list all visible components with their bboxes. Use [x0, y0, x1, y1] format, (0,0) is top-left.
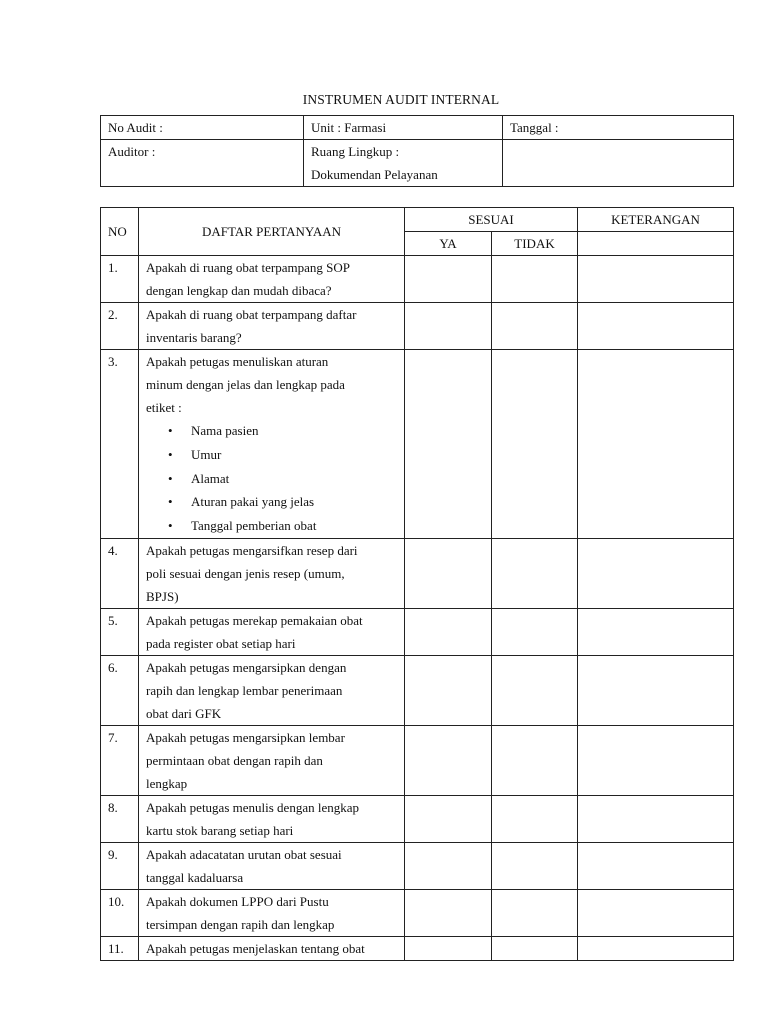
question-line: Apakah petugas mengarsipkan lembar: [146, 729, 345, 745]
table-row: [101, 256, 734, 303]
tidak-cell[interactable]: [492, 889, 578, 936]
question-line: rapih dan lengkap lembar penerimaan: [146, 682, 343, 698]
etiket-item: • Tanggal pemberian obat: [146, 514, 404, 538]
question-text: [139, 350, 405, 539]
ya-cell[interactable]: [405, 350, 492, 539]
tidak-cell[interactable]: [492, 936, 578, 960]
col-header-no: NO: [101, 208, 139, 256]
question-line: Apakah adacatatan urutan obat sesuai: [146, 846, 342, 862]
keterangan-cell[interactable]: [578, 303, 734, 350]
ya-cell[interactable]: [405, 608, 492, 655]
question-text: [139, 608, 405, 655]
question-line: Apakah dokumen LPPO dari Pustu: [146, 893, 329, 909]
tidak-cell[interactable]: [492, 538, 578, 608]
keterangan-cell[interactable]: [578, 795, 734, 842]
question-line: Apakah petugas menjelaskan tentang obat: [146, 940, 365, 956]
question-line: Apakah di ruang obat terpampang daftar: [146, 307, 357, 322]
table-row: [101, 350, 734, 539]
tanggal-field[interactable]: Tanggal :: [503, 116, 734, 140]
tidak-cell[interactable]: [492, 725, 578, 795]
question-line: permintaan obat dengan rapih dan: [146, 752, 323, 768]
question-line: poli sesuai dengan jenis resep (umum,: [146, 565, 345, 581]
question-line: inventaris barang?: [146, 330, 242, 345]
keterangan-cell[interactable]: [578, 936, 734, 960]
question-line: etiket :: [146, 400, 182, 415]
question-text: [139, 936, 405, 960]
ya-cell[interactable]: [405, 889, 492, 936]
keterangan-cell[interactable]: [578, 655, 734, 725]
header-row-2: [101, 140, 734, 187]
ya-cell[interactable]: [405, 538, 492, 608]
col-header-daftar-pertanyaan: DAFTAR PERTANYAAN: [139, 208, 405, 256]
keterangan-cell[interactable]: [578, 725, 734, 795]
unit-field[interactable]: Unit : Farmasi: [304, 116, 503, 140]
row-number: 3.: [101, 350, 139, 539]
col-header-ya: YA: [405, 232, 492, 256]
document-title: INSTRUMEN AUDIT INTERNAL: [302, 92, 500, 107]
etiket-item: • Alamat: [146, 467, 404, 491]
ya-cell[interactable]: [405, 842, 492, 889]
col-header-tidak: TIDAK: [492, 232, 578, 256]
question-rows: [101, 256, 734, 961]
keterangan-cell[interactable]: [578, 350, 734, 539]
table-row: [101, 655, 734, 725]
question-line: Apakah petugas mengarsipkan dengan: [146, 659, 347, 675]
question-text: [139, 256, 405, 303]
question-line: tersimpan dengan rapih dan lengkap: [146, 916, 335, 932]
question-line: BPJS): [146, 588, 179, 604]
row-number: 9.: [101, 842, 139, 889]
question-line: tanggal kadaluarsa: [146, 869, 244, 885]
table-row: [101, 842, 734, 889]
keterangan-cell[interactable]: [578, 608, 734, 655]
audit-question-table: [100, 207, 734, 961]
tidak-cell[interactable]: [492, 842, 578, 889]
row-number: 6.: [101, 655, 139, 725]
table-row: [101, 725, 734, 795]
question-text: [139, 655, 405, 725]
row-number: 4.: [101, 538, 139, 608]
tidak-cell[interactable]: [492, 303, 578, 350]
tidak-cell[interactable]: [492, 608, 578, 655]
question-line: kartu stok barang setiap hari: [146, 822, 294, 838]
question-text: [139, 842, 405, 889]
ya-cell[interactable]: [405, 795, 492, 842]
row-number: 2.: [101, 303, 139, 350]
auditor-field[interactable]: Auditor :: [101, 140, 304, 187]
empty-header-cell: [503, 140, 734, 187]
ya-cell[interactable]: [405, 256, 492, 303]
row-number: 1.: [101, 256, 139, 303]
tidak-cell[interactable]: [492, 655, 578, 725]
question-line: lengkap: [146, 775, 188, 791]
question-line: obat dari GFK: [146, 705, 222, 721]
ya-cell[interactable]: [405, 725, 492, 795]
question-line: Apakah petugas menuliskan aturan: [146, 354, 329, 369]
keterangan-cell[interactable]: [578, 256, 734, 303]
keterangan-cell[interactable]: [578, 842, 734, 889]
question-line: Apakah petugas merekap pemakaian obat: [146, 612, 363, 628]
question-line: Apakah di ruang obat terpampang SOP: [146, 260, 350, 275]
ruang-lingkup-field[interactable]: [304, 140, 503, 187]
table-row: [101, 303, 734, 350]
col-header-sesuai: SESUAI: [405, 208, 578, 232]
row-number: 7.: [101, 725, 139, 795]
table-row: [101, 608, 734, 655]
col-header-keterangan-sub: [578, 232, 734, 256]
ya-cell[interactable]: [405, 936, 492, 960]
ruang-lingkup-value: Dokumendan Pelayanan: [311, 167, 438, 182]
question-line: dengan lengkap dan mudah dibaca?: [146, 283, 332, 298]
ya-cell[interactable]: [405, 303, 492, 350]
audit-header-table: [100, 115, 734, 187]
question-text: [139, 538, 405, 608]
header-row-1: [101, 116, 734, 140]
tidak-cell[interactable]: [492, 795, 578, 842]
table-row: [101, 936, 734, 960]
tidak-cell[interactable]: [492, 256, 578, 303]
tidak-cell[interactable]: [492, 350, 578, 539]
table-row: [101, 795, 734, 842]
etiket-item: • Aturan pakai yang jelas: [146, 490, 404, 514]
question-line: pada register obat setiap hari: [146, 635, 296, 651]
table-row: [101, 889, 734, 936]
etiket-item-list: [146, 419, 404, 538]
keterangan-cell[interactable]: [578, 538, 734, 608]
table-row: [101, 538, 734, 608]
keterangan-cell[interactable]: [578, 889, 734, 936]
question-text: [139, 303, 405, 350]
etiket-item: • Umur: [146, 443, 404, 467]
column-header-row-1: [101, 208, 734, 232]
question-line: minum dengan jelas dan lengkap pada: [146, 377, 345, 392]
question-line: Apakah petugas mengarsifkan resep dari: [146, 542, 358, 558]
row-number: 11.: [101, 936, 139, 960]
row-number: 8.: [101, 795, 139, 842]
row-number: 5.: [101, 608, 139, 655]
question-text: [139, 795, 405, 842]
question-text: [139, 725, 405, 795]
ya-cell[interactable]: [405, 655, 492, 725]
ruang-lingkup-label: Ruang Lingkup :: [311, 144, 400, 159]
col-header-keterangan: KETERANGAN: [578, 208, 734, 232]
row-number: 10.: [101, 889, 139, 936]
question-line: Apakah petugas menulis dengan lengkap: [146, 799, 359, 815]
etiket-item: • Nama pasien: [146, 419, 404, 443]
no-audit-field[interactable]: No Audit :: [101, 116, 304, 140]
question-text: [139, 889, 405, 936]
